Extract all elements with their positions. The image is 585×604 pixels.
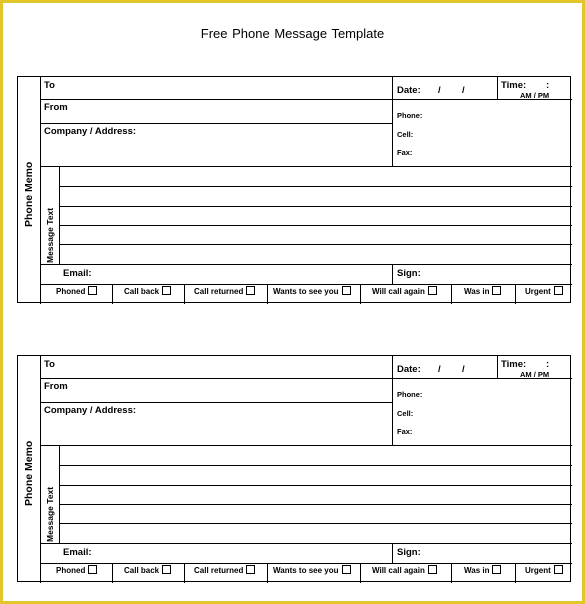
checkbox[interactable] [88,286,97,295]
check-will-call-again[interactable] [372,286,437,296]
phone-memo-label: Phone Memo [23,161,35,227]
date-label: Date: [397,364,421,375]
msg-line-4 [59,523,572,524]
page-title: Free Phone Message Template [200,26,385,41]
checkbox[interactable] [492,286,501,295]
check-will-call-again[interactable] [372,565,437,575]
check-divider [184,563,185,583]
check-divider [112,563,113,583]
phone-label: Phone: [397,111,423,120]
date-divider [392,356,393,445]
checkbox[interactable] [428,565,437,574]
checkbox[interactable] [554,565,563,574]
from-label: From [44,102,68,113]
template-page [3,3,582,601]
check-wants-to-see-you[interactable] [273,286,351,296]
checks-top-line [40,284,572,285]
time-divider [497,77,498,99]
msg-line-3 [59,225,572,226]
cell-label: Cell: [397,409,414,418]
date-slash-1: / [438,85,441,96]
from-line [40,402,392,403]
msg-line-2 [59,206,572,207]
time-colon: : [546,359,550,370]
check-label: Urgent [525,287,551,296]
phone-label: Phone: [397,390,423,399]
check-divider [515,563,516,583]
check-divider [112,284,113,304]
company-line [40,445,572,446]
check-label: Phoned [56,566,86,575]
phone-memo-label: Phone Memo [23,440,35,506]
email-top-line [40,264,572,265]
date-slash-2: / [462,85,465,96]
time-colon: : [546,80,550,91]
to-line [40,378,392,379]
date-slash-2: / [462,364,465,375]
time-divider [497,356,498,378]
check-divider [360,284,361,304]
to-label: To [44,359,55,370]
checkbox[interactable] [162,565,171,574]
left-margin-line [40,356,41,583]
check-label: Call back [124,287,160,296]
cell-label: Cell: [397,130,414,139]
check-label: Call back [124,566,160,575]
checkbox[interactable] [554,286,563,295]
checkbox[interactable] [342,565,351,574]
phone-memo-1 [17,76,571,303]
checkbox[interactable] [162,286,171,295]
message-left-line [59,445,60,543]
check-was-in[interactable] [464,565,501,575]
check-call-back[interactable] [124,565,171,575]
am-pm-label: AM / PM [520,91,550,100]
msg-line-1 [59,186,572,187]
date-divider [392,77,393,166]
check-call-returned[interactable] [194,565,255,575]
check-urgent[interactable] [525,286,563,296]
from-label: From [44,381,68,392]
check-label: Call returned [194,566,244,575]
checkbox[interactable] [428,286,437,295]
check-urgent[interactable] [525,565,563,575]
sign-divider [392,264,393,284]
time-label: Time: [501,80,527,91]
check-label: Call returned [194,287,244,296]
check-divider [515,284,516,304]
check-label: Wants to see you [273,287,339,296]
email-label: Email: [63,547,92,558]
sign-divider [392,543,393,563]
check-was-in[interactable] [464,286,501,296]
message-text-label: Message Text [45,486,55,542]
sign-label: Sign: [397,268,421,279]
to-label: To [44,80,55,91]
check-label: Wants to see you [273,566,339,575]
fax-label: Fax: [397,427,413,436]
check-call-back[interactable] [124,286,171,296]
checkbox[interactable] [342,286,351,295]
fax-label: Fax: [397,148,413,157]
msg-line-3 [59,504,572,505]
check-phoned[interactable] [56,286,97,296]
check-divider [451,563,452,583]
message-text-label: Message Text [45,207,55,263]
msg-line-4 [59,244,572,245]
checkbox[interactable] [246,565,255,574]
check-label: Will call again [372,566,425,575]
company-address-label: Company / Address: [44,126,137,137]
check-phoned[interactable] [56,565,97,575]
am-pm-label: AM / PM [520,370,550,379]
check-label: Will call again [372,287,425,296]
checkbox[interactable] [492,565,501,574]
left-margin-line [40,77,41,304]
company-line [40,166,572,167]
message-left-line [59,166,60,264]
email-label: Email: [63,268,92,279]
from-line [40,123,392,124]
time-label: Time: [501,359,527,370]
msg-line-1 [59,465,572,466]
phone-memo-2 [17,355,571,582]
checkbox[interactable] [246,286,255,295]
check-divider [184,284,185,304]
check-label: Phoned [56,287,86,296]
check-divider [267,563,268,583]
check-label: Was in [464,566,490,575]
msg-line-2 [59,485,572,486]
to-line [40,99,392,100]
check-label: Urgent [525,566,551,575]
company-address-label: Company / Address: [44,405,137,416]
checks-top-line [40,563,572,564]
check-divider [451,284,452,304]
date-label: Date: [397,85,421,96]
checkbox[interactable] [88,565,97,574]
date-slash-1: / [438,364,441,375]
check-divider [267,284,268,304]
check-divider [360,563,361,583]
check-label: Was in [464,287,490,296]
sign-label: Sign: [397,547,421,558]
check-wants-to-see-you[interactable] [273,565,351,575]
email-top-line [40,543,572,544]
check-call-returned[interactable] [194,286,255,296]
